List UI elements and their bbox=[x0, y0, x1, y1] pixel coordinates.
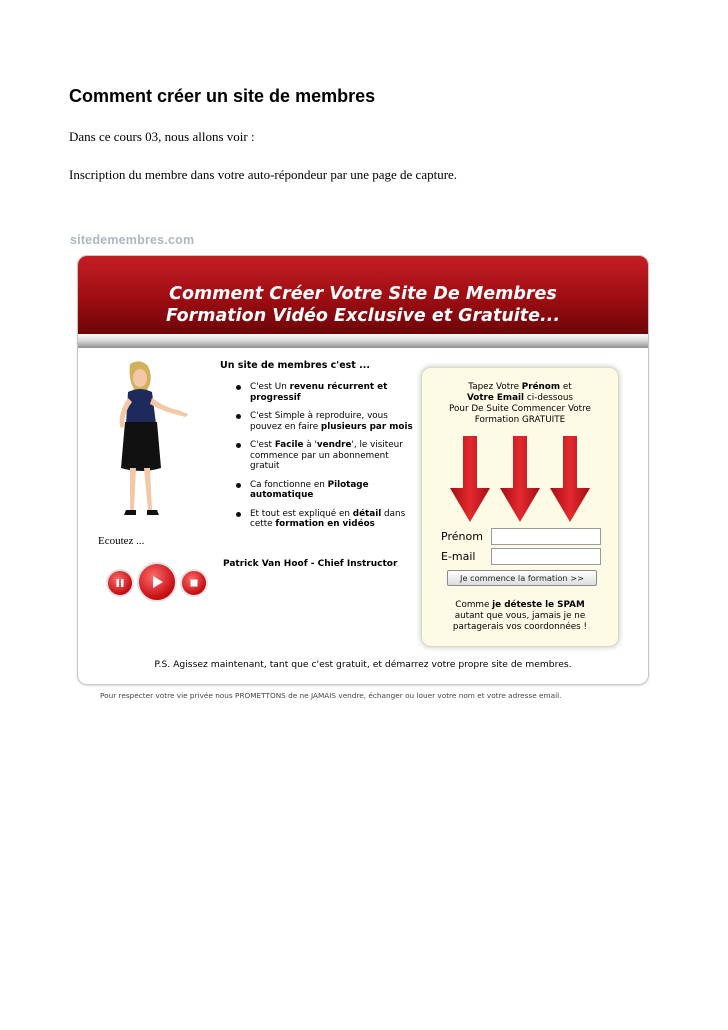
header-banner bbox=[78, 256, 648, 334]
description-paragraph: Inscription du membre dans votre auto-répondeur par une page de capture. bbox=[69, 167, 458, 182]
email-input[interactable] bbox=[491, 548, 601, 565]
submit-button[interactable]: Je commence la formation >> bbox=[447, 570, 597, 586]
banner-title: Comment Créer Votre Site De Membres bbox=[169, 284, 557, 304]
benefits-title: Un site de membres c'est ... bbox=[220, 360, 370, 371]
banner-subtitle: Formation Vidéo Exclusive et Gratuite... bbox=[166, 306, 560, 326]
list-item: C'est Simple à reproduire, vous pouvez en faire plusieurs par mois bbox=[236, 411, 416, 432]
email-label: E-mail bbox=[441, 550, 476, 563]
optin-form bbox=[421, 367, 619, 647]
privacy-notice: Pour respecter votre vie privée nous PROMETTONS de ne JAMAIS vendre, échanger ou louer votre nom et votre adresse email. bbox=[100, 691, 562, 700]
document-title: Comment créer un site de membres bbox=[69, 86, 376, 106]
pause-icon bbox=[115, 578, 125, 588]
banner-divider bbox=[78, 334, 648, 348]
ps-text: P.S. Agissez maintenant, tant que c'est gratuit, et démarrez votre propre site de membres. bbox=[154, 659, 572, 670]
prenom-input[interactable] bbox=[491, 528, 601, 545]
spam-notice: Comme je déteste le SPAM autant que vous, jamais je ne partagerais vos coordonnées ! bbox=[452, 600, 588, 632]
presenter-image bbox=[94, 360, 190, 522]
intro-paragraph: Dans ce cours 03, nous allons voir : bbox=[69, 129, 255, 144]
optin-instructions: Tapez Votre Prénom et Votre Email ci-dessous Pour De Suite Commencer Votre Formation GRATUITE bbox=[449, 382, 591, 425]
signature: Patrick Van Hoof - Chief Instructor bbox=[223, 559, 398, 569]
brand-logo: sitedemembres.com bbox=[70, 233, 195, 247]
capture-page-panel bbox=[77, 255, 649, 685]
list-item: Ca fonctionne en Pilotage automatique bbox=[236, 480, 416, 501]
stop-icon bbox=[189, 578, 199, 588]
stop-button[interactable] bbox=[180, 569, 208, 597]
pause-button[interactable] bbox=[106, 569, 134, 597]
benefits-list bbox=[236, 382, 416, 538]
list-item: C'est Un revenu récurrent et progressif bbox=[236, 382, 416, 403]
list-item: Et tout est expliqué en détail dans cette formation en vidéos bbox=[236, 509, 416, 530]
listen-label: Ecoutez ... bbox=[98, 535, 145, 547]
down-arrows-icon bbox=[450, 436, 590, 522]
play-button[interactable] bbox=[137, 562, 177, 602]
prenom-label: Prénom bbox=[441, 530, 483, 543]
play-icon bbox=[149, 574, 165, 590]
list-item: C'est Facile à 'vendre', le visiteur commence par un abonnement gratuit bbox=[236, 440, 416, 472]
